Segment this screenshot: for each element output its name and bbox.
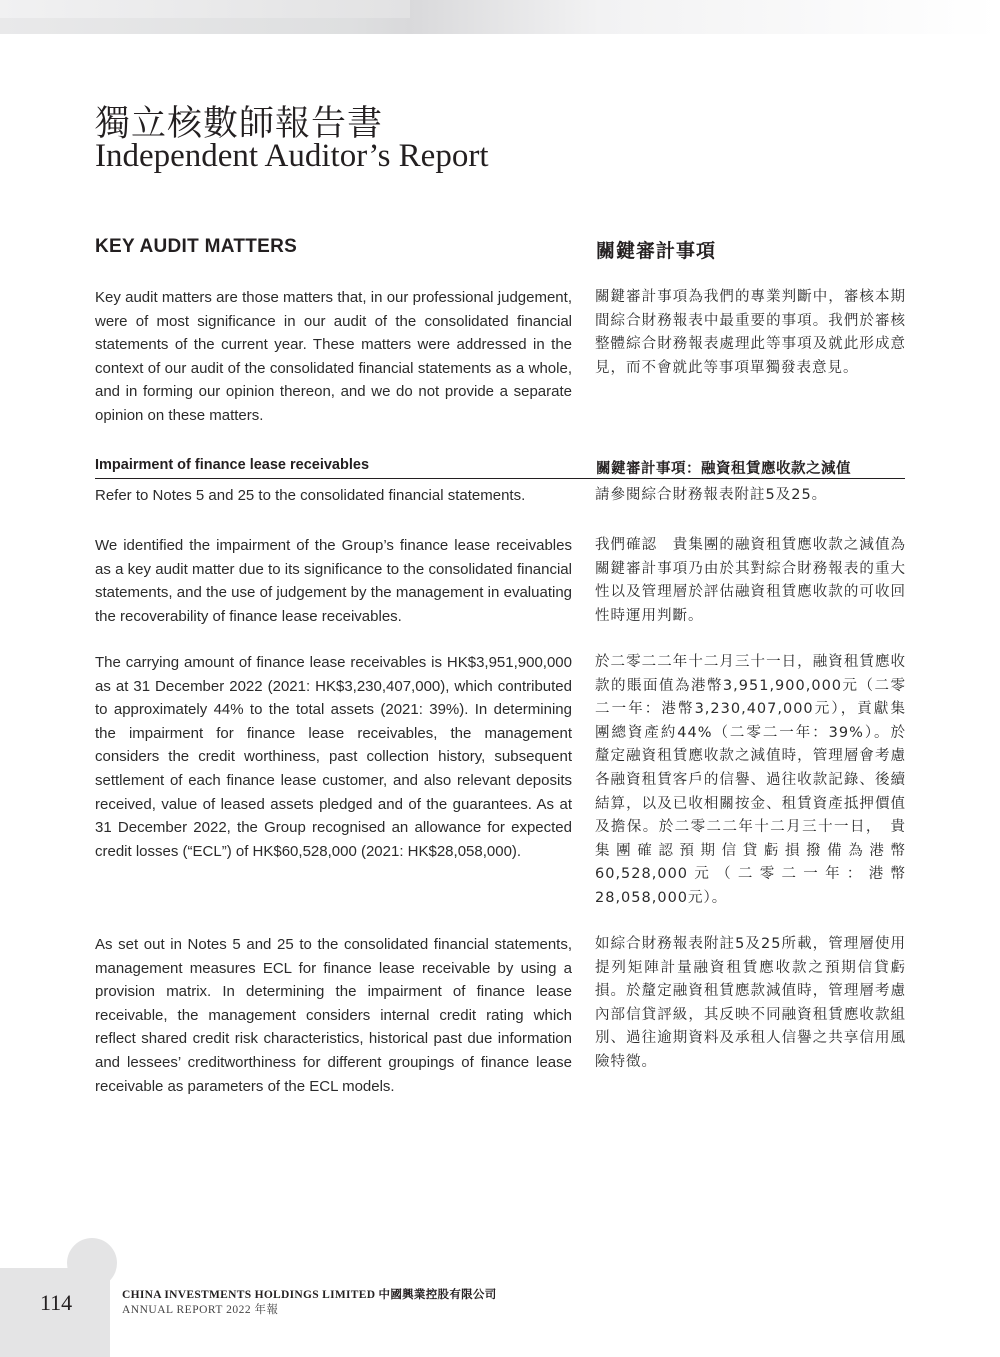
page-title-chinese: 獨立核數師報告書: [95, 104, 384, 144]
intro-paragraph-chinese: 關鍵審計事項為我們的專業判斷中，審核本期間綜合財務報表中最重要的事項。我們於審核整體綜合財務報表處理此等事項及就此形成意見，而不會就此等事項單獨發表意見。: [595, 289, 906, 376]
notes-reference-chinese: 請參閱綜合財務報表附註5及25。: [595, 487, 828, 503]
matter-heading-english: Impairment of finance lease receivables: [95, 457, 370, 473]
section-title-english: KEY AUDIT MATTERS: [95, 236, 298, 257]
intro-paragraph-english: Key audit matters are those matters that, in our professional judgement, were of most significance in our audit of the consolidated financial statements of the current year. These matters were addressed in the context of our audit of the consolidated financial statements as a whole, and in forming our opinion thereon, and we do not provide a separate opinion on these matters.: [95, 289, 572, 424]
paragraph-ecl-measurement-english: As set out in Notes 5 and 25 to the consolidated financial statements, management measures ECL for finance lease receivable by using a provision matrix. In determining the impairment of finance lease receivable, the management considers internal credit rating which reflect shared credit risk characteristics, historical past due information and lessees’ creditworthiness for different groupings of finance lease receivable as parameters of the ECL models.: [95, 936, 572, 1095]
notes-reference-english: Refer to Notes 5 and 25 to the consolidated financial statements.: [95, 487, 526, 504]
matter-heading-chinese: 關鍵審計事項：融資租賃應收款之減值: [596, 461, 851, 477]
paragraph-ecl-measurement-chinese: 如綜合財務報表附註5及25所載，管理層使用提列矩陣計量融資租賃應收款之預期信貸虧損。於釐定融資租賃應款減值時，管理層考慮內部信貸評級，其反映不同融資租賃應收款組別、過往逾期資料及承租人信譽之共享信用風險特徵。: [595, 936, 906, 1070]
footer-company-name: CHINA INVESTMENTS HOLDINGS LIMITED 中國興業控股有限公司: [122, 1289, 497, 1301]
paragraph-carrying-amount-chinese: 於二零二二年十二月三十一日，融資租賃應收款的賬面值為港幣3,951,900,000元（二零二一年：港幣3,230,407,000元），貢獻集團總資產約44%（二零二一年：39%）。於釐定融資租賃應收款之減值時，管理層會考慮各融資租賃客戶的信譽、過往收款記錄、後續結算，以及已收相關按金、租賃資產抵押價值及擔保。於二零二二年十二月三十一日， 貴集團確認預期信貸虧損撥備為港幣60,528,000元（二零二一年：港幣28,058,000元）。: [595, 654, 906, 906]
paragraph-identification-chinese: 我們確認 貴集團的融資租賃應收款之減值為關鍵審計事項乃由於其對綜合財務報表的重大性以及管理層於評估融資租賃應收款的可收回性時運用判斷。: [595, 537, 906, 624]
page-number: 114: [40, 1290, 73, 1315]
paragraph-identification-english: We identified the impairment of the Group’s finance lease receivables as a key audit matter due to its significance to the consolidated financial statements, and the use of judgement by the management in evaluating the recoverability of finance lease receivables.: [95, 537, 572, 625]
heading-divider: [95, 478, 905, 479]
paragraph-carrying-amount-english: The carrying amount of finance lease receivables is HK$3,951,900,000 as at 31 December 2022 (2021: HK$3,230,407,000), which contributed to approximately 44% to the total assets (2021: 39%). In determining the impairment for finance lease receivables, the management considers the credit worthiness, past collection history, subsequent settlement of each finance lease customer, and also relevant deposits received, value of leased assets pledged and of the guarantees. As at 31 December 2022, the Group recognised an allowance for expected credit losses (“ECL”) of HK$60,528,000 (2021: HK$28,058,000).: [95, 654, 572, 860]
footer-report-title: ANNUAL REPORT 2022 年報: [122, 1304, 279, 1316]
page-title-english: Independent Auditor’s Report: [95, 138, 489, 174]
header-decoration-band: [0, 0, 1000, 34]
section-title-chinese: 關鍵審計事項: [596, 240, 717, 262]
